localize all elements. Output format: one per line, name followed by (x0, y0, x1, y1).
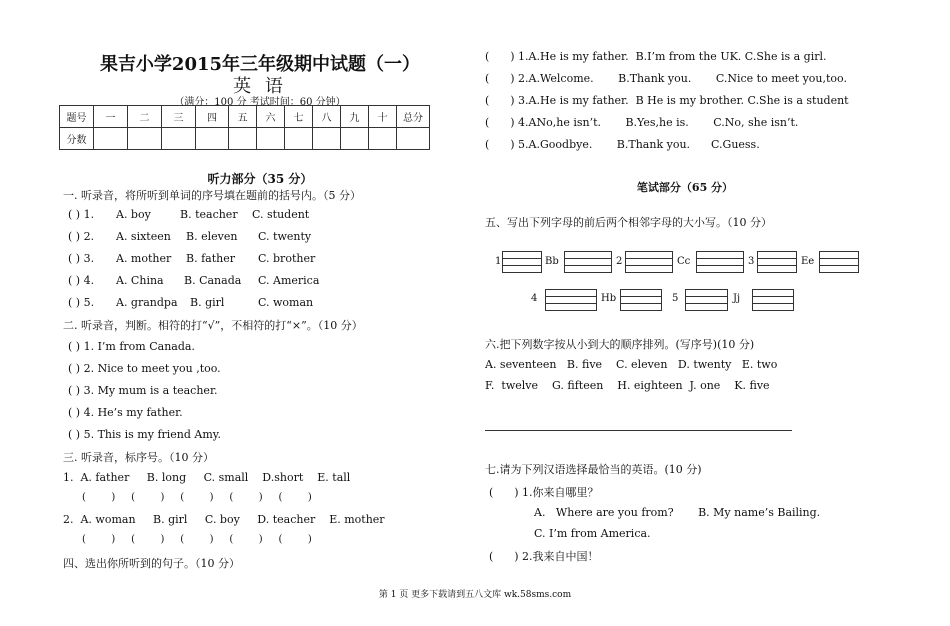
page-footer: 第 1 页 更多下载请到五八文库 wk.58sms.com (378, 590, 572, 600)
exam-meta: （满分：100 分 考试时间：60 分钟） (174, 97, 346, 108)
score-blank (229, 128, 257, 150)
score-cell: 八 (313, 106, 341, 128)
list-item: ( ) 4.ANo,he isn’t. B.Yes,he is. C.No, she isn’t. (485, 116, 799, 129)
score-cell: 五 (229, 106, 257, 128)
score-blank (285, 128, 313, 150)
grid-label: Bb (545, 256, 559, 267)
list-item: ( ) 1. I’m from Canada. (68, 340, 195, 353)
grid-label: Ee (801, 256, 815, 267)
list-item: ( ) 3.A.He is my father. B He is my brother. C.She is a student (485, 94, 849, 107)
score-blank (369, 128, 397, 150)
score-cell: 十 (369, 106, 397, 128)
list-item: ( ) 5. A. grandpa B. girl C. woman (68, 296, 314, 309)
list-item: ( ) 2.A.Welcome. B.Thank you. C.Nice to meet you,too. (485, 72, 847, 85)
list-item: ( ) 2.我来自中国！ (489, 550, 599, 563)
score-blank (162, 128, 196, 150)
list-item: ( ) 3. A. mother B. father C. brother (68, 252, 316, 265)
answer-line (485, 430, 792, 431)
section-3-brackets-1: ( ) ( ) ( ) ( ) ( ) (82, 492, 312, 503)
section-6-title: 六.把下列数字按从小到大的顺序排列。(写序号)(10 分) (485, 338, 755, 351)
list-item: C. I’m from America. (534, 527, 651, 540)
score-blank (341, 128, 369, 150)
writing-grid (696, 251, 744, 273)
exam-subject: 英 语 (233, 76, 287, 97)
list-item: ( ) 1.A.He is my father. B.I’m from the UK. C.She is a girl. (485, 50, 827, 63)
exam-title: 果吉小学2015年三年级期中试题（一） (99, 54, 421, 75)
writing-grid (564, 251, 612, 273)
score-blank (313, 128, 341, 150)
section-3-brackets-2: ( ) ( ) ( ) ( ) ( ) (82, 534, 312, 545)
grid-label: 5 (672, 293, 679, 304)
score-table (59, 105, 430, 150)
score-cell: 一 (94, 106, 128, 128)
score-cell: 六 (257, 106, 285, 128)
writing-grid (545, 289, 597, 311)
grid-label: Cc (677, 256, 691, 267)
writing-grid (819, 251, 859, 273)
section-3-row-2: 2. A. woman B. girl C. boy D. teacher E. mother (63, 513, 385, 526)
score-table-header-row (60, 106, 430, 128)
score-row-label: 分数 (60, 128, 94, 150)
score-cell: 二 (128, 106, 162, 128)
writing-grid (625, 251, 673, 273)
grid-label: 1 (495, 256, 502, 267)
written-heading: 笔试部分（65 分） (636, 181, 734, 194)
section-1-title: 一. 听录音，将所听到单词的序号填在题前的括号内。（5 分） (63, 189, 361, 202)
score-blank (397, 128, 430, 150)
score-blank (94, 128, 128, 150)
list-item: ( ) 1. A. boy B. teacher C. student (68, 208, 310, 221)
section-2-title: 二. 听录音，判断。相符的打“√”，不相符的打“×”。（10 分） (63, 319, 363, 332)
listening-heading: 听力部分（35 分） (207, 172, 313, 186)
list-item: ( ) 5. This is my friend Amy. (68, 428, 222, 441)
writing-grid (620, 289, 662, 311)
list-item: ( ) 4. A. China B. Canada C. America (68, 274, 320, 287)
grid-label: 3 (748, 256, 755, 267)
list-item: ( ) 3. My mum is a teacher. (68, 384, 218, 397)
score-cell: 题号 (60, 106, 94, 128)
score-blank (196, 128, 229, 150)
section-5-title: 五、写出下列字母的前后两个相邻字母的大小写。（10 分） (485, 216, 772, 229)
score-blank (128, 128, 162, 150)
section-6-row-2: F. twelve G. fifteen H. eighteen J. one K. five (485, 379, 770, 392)
section-3-title: 三. 听录音，标序号。（10 分） (63, 451, 214, 464)
section-7-title: 七.请为下列汉语选择最恰当的英语。(10 分) (485, 463, 702, 476)
score-cell: 三 (162, 106, 196, 128)
writing-grid (757, 251, 797, 273)
section-4-title: 四、选出你所听到的句子。（10 分） (63, 557, 240, 570)
score-cell: 四 (196, 106, 229, 128)
grid-label: Jj (733, 293, 741, 304)
writing-grid (752, 289, 794, 311)
section-6-row-1: A. seventeen B. five C. eleven D. twenty E. two (485, 358, 778, 371)
list-item: ( ) 2. Nice to meet you ,too. (68, 362, 221, 375)
list-item: ( ) 4. He’s my father. (68, 406, 183, 419)
score-blank (257, 128, 285, 150)
grid-label: Hb (601, 293, 617, 304)
writing-grid (502, 251, 542, 273)
grid-label: 4 (531, 293, 538, 304)
writing-grid (685, 289, 728, 311)
list-item: ( ) 5.A.Goodbye. B.Thank you. C.Guess. (485, 138, 760, 151)
score-cell: 九 (341, 106, 369, 128)
list-item: ( ) 2. A. sixteen B. eleven C. twenty (68, 230, 312, 243)
list-item: A. Where are you from? B. My name’s Bailing. (534, 506, 821, 519)
score-cell: 总分 (397, 106, 430, 128)
score-table-score-row (60, 128, 430, 150)
score-cell: 七 (285, 106, 313, 128)
list-item: ( ) 1.你来自哪里？ (489, 486, 599, 499)
grid-label: 2 (616, 256, 623, 267)
section-3-row-1: 1. A. father B. long C. small D.short E. tall (63, 471, 351, 484)
